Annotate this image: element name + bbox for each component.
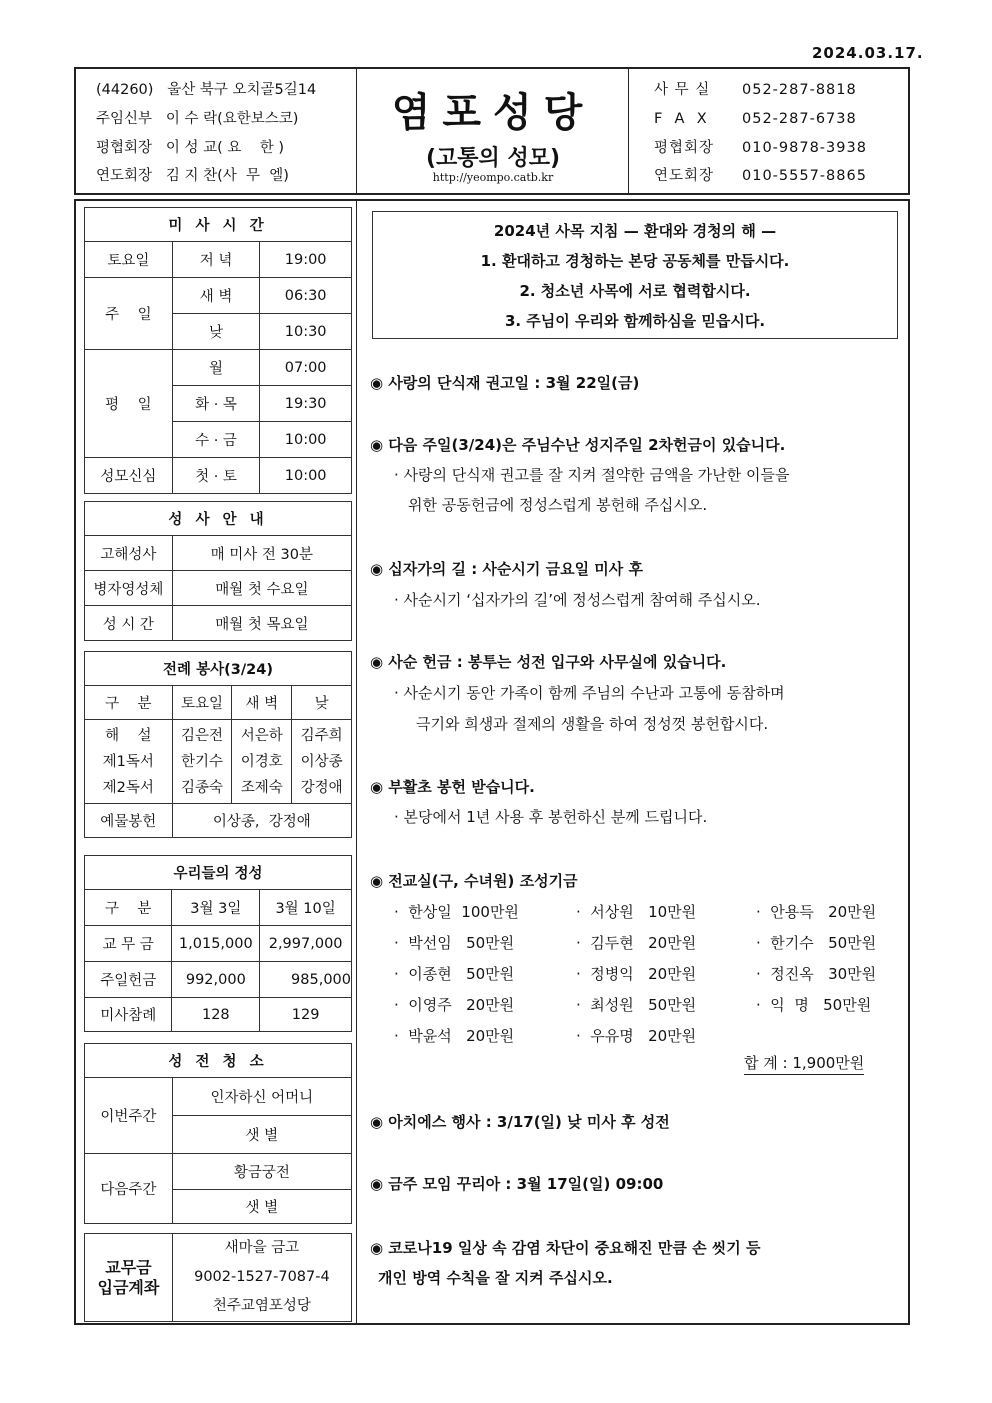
cleaning-table: 성 전 청 소 이번주간 인자하신 어머니 샛 별 다음주간 황금궁전 샛 별 <box>84 1043 352 1224</box>
notice-lent-offering-detail-1: · 사순시기 동안 가족이 함께 주님의 수난과 고통에 동참하며 <box>394 684 785 702</box>
notice-covid-2: 개인 방역 수칙을 잘 지켜 주십시오. <box>378 1269 613 1287</box>
fund-total: 합 계 : 1,900만원 <box>744 1052 864 1075</box>
donor: · 정병익 20만원 <box>576 965 697 983</box>
donor: · 최성원 50만원 <box>576 996 697 1014</box>
header-box <box>74 67 910 195</box>
pastoral-guideline-box <box>372 211 898 339</box>
notice-stations-cross: ◉ 십자가의 길 : 사순시기 금요일 미사 후 <box>370 560 643 578</box>
donor: · 한기수 50만원 <box>756 934 877 952</box>
offering-title: 우리들의 정성 <box>85 856 352 890</box>
sacrament-table: 성 사 안 내 고해성사 매 미사 전 30분 병자영성체 매월 첫 수요일 성 시 간 매월 첫 목요일 <box>84 501 352 641</box>
donor: · 익 명 50만원 <box>756 996 872 1014</box>
sacrament-title: 성 사 안 내 <box>85 502 352 536</box>
notice-stations-cross-detail: · 사순시기 ‘십자가의 길’에 정성스럽게 참여해 주십시오. <box>394 591 761 609</box>
notice-weekly-meeting: ◉ 금주 모임 꾸리아 : 3월 17일(일) 09:00 <box>370 1175 664 1193</box>
church-title: 염포성당 <box>391 90 595 136</box>
notice-covid-1: ◉ 코로나19 일상 속 감염 차단이 중요해진 만큼 손 씻기 등 <box>370 1239 761 1257</box>
contact-list <box>632 69 908 193</box>
church-url[interactable]: http://yeompo.catb.kr <box>432 171 554 184</box>
issue-date: 2024.03.17. <box>812 44 924 62</box>
donor: · 이영주 20만원 <box>394 996 515 1014</box>
notice-building-fund: ◉ 전교실(구, 수녀원) 조성기금 <box>370 872 578 890</box>
notice-acies: ◉ 아치에스 행사 : 3/17(일) 낮 미사 후 성전 <box>370 1113 670 1131</box>
notice-palm-sunday-detail-2: 위한 공동헌금에 정성스럽게 봉헌해 주십시오. <box>408 496 708 514</box>
sidebar <box>76 201 357 1323</box>
donor: · 김두현 20만원 <box>576 934 697 952</box>
church-info <box>76 69 357 193</box>
mass-title: 미 사 시 간 <box>85 208 352 242</box>
prayer-president: 연도회장 김 지 찬(사 무 엘) <box>96 168 289 184</box>
contact-prayer: 연도회장 010-5557-8865 <box>654 168 867 184</box>
contact-fax: F A X 052-287-6738 <box>654 111 857 127</box>
pastor: 주임신부 이 수 락(요한보스코) <box>96 111 299 127</box>
notice-easter-candle: ◉ 부활초 봉헌 받습니다. <box>370 778 535 796</box>
donor: · 이종현 50만원 <box>394 965 515 983</box>
address: (44260) 울산 북구 오치골5길14 <box>96 82 317 98</box>
notice-palm-sunday-detail-1: · 사랑의 단식재 권고를 잘 지켜 절약한 금액을 가난한 이들을 <box>394 466 790 484</box>
donor: · 박윤석 20만원 <box>394 1027 515 1045</box>
contact-council: 평협회장 010-9878-3938 <box>654 140 867 156</box>
notice-palm-sunday: ◉ 다음 주일(3/24)은 주님수난 성지주일 2차헌금이 있습니다. <box>370 436 786 454</box>
offering-table: 우리들의 정성 구 분 3월 3일 3월 10일 교 무 금 1,015,000 2,997,000 주일헌금 992,000 985,000 미사참례 128 129 <box>84 855 352 1032</box>
guideline-2: 2. 청소년 사목에 서로 협력합시다. <box>519 282 751 300</box>
guideline-1: 1. 환대하고 경청하는 본당 공동체를 만듭시다. <box>480 252 790 270</box>
bulletin-body <box>74 199 910 1325</box>
donor: · 박선임 50만원 <box>394 934 515 952</box>
guideline-title: 2024년 사목 지침 — 환대와 경청의 해 — <box>493 222 777 240</box>
council-president: 평협회장 이 성 교( 요 한 ) <box>96 140 285 156</box>
notice-lent-offering: ◉ 사순 헌금 : 봉투는 성전 입구와 사무실에 있습니다. <box>370 653 727 671</box>
donor: · 정진옥 30만원 <box>756 965 877 983</box>
mass-schedule-table: 미 사 시 간 토요일 저 녁 19:00 주 일 새 벽 06:30 낮 10:30 평 일 월 07:00 화 · 목 19:30 수 · 금 10:00 성모신심 첫 · 토 10:00 <box>84 207 352 494</box>
church-subtitle: (고통의 성모) <box>425 146 561 171</box>
liturgy-table: 전례 봉사(3/24) 구 분 토요일 새 벽 낮 해 설 제1독서 제2독서 김은전 한기수 김종숙 서은하 이경호 조제숙 김주희 이상종 강정애 예물봉헌 이상종, 강정애 <box>84 651 352 838</box>
notice-easter-candle-detail: · 본당에서 1년 사용 후 봉헌하신 분께 드립니다. <box>394 808 708 826</box>
account-label: 교무금 입금계좌 <box>85 1234 173 1322</box>
guideline-3: 3. 주님이 우리와 함께하심을 믿읍시다. <box>504 312 766 330</box>
donor: · 한상일 100만원 <box>394 903 519 921</box>
donor: · 서상원 10만원 <box>576 903 697 921</box>
contact-office: 사 무 실 052-287-8818 <box>654 82 857 98</box>
cleaning-title: 성 전 청 소 <box>85 1044 352 1078</box>
notice-fast-day: ◉ 사랑의 단식재 권고일 : 3월 22일(금) <box>370 374 640 392</box>
donor: · 안용득 20만원 <box>756 903 877 921</box>
church-title-block <box>358 69 629 193</box>
account-table <box>84 1233 352 1322</box>
liturgy-title: 전례 봉사(3/24) <box>85 652 352 686</box>
notice-lent-offering-detail-2: 극기와 희생과 절제의 생활을 하여 정성껏 봉헌합시다. <box>416 715 769 733</box>
account-details: 새마을 금고 9002-1527-7087-4 천주교염포성당 <box>172 1234 351 1322</box>
donor: · 우유명 20만원 <box>576 1027 697 1045</box>
